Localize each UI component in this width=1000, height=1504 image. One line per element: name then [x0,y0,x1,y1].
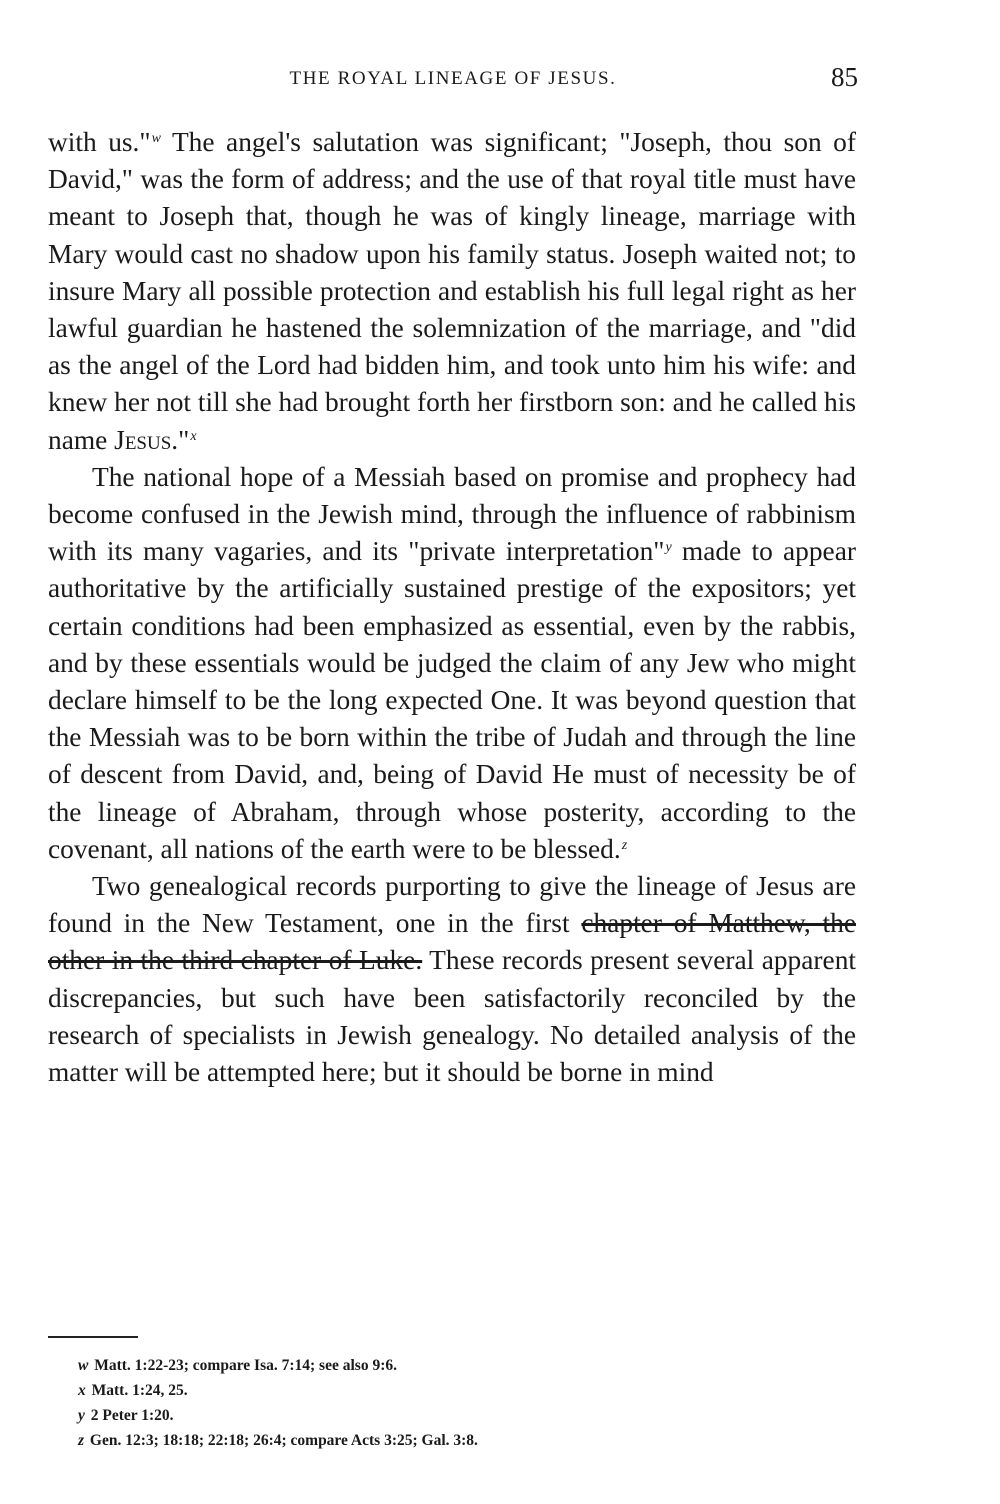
name-jesus: Jesus [114,424,172,455]
footnote-divider [48,1336,138,1338]
paragraph-3-text-b: These records present several apparent discrepancies, but such have been satisfactorily reconciled by the research of specialists in Jewish genealogy. No detailed analysis of the matter will be attempted here; but it should be borne in mind [48,945,856,1088]
footnote-y [78,1403,778,1428]
footnote-ref-x: x [190,428,197,444]
footnote-x [78,1378,778,1403]
paragraph-1 [48,124,856,459]
footnote-ref-z: z [621,837,628,853]
footnote-mark: z [78,1432,85,1449]
footnotes [78,1353,778,1453]
footnote-mark: x [78,1382,86,1399]
footnote-z [78,1428,778,1453]
struck-through-text: chapter of Matthew, the other in the third chapter of Luke. [48,908,856,976]
running-title: THE ROYAL LINEAGE OF JESUS. [289,68,617,89]
body-text [48,124,856,1091]
paragraph-1-text-b: The angel's salutation was significant; "Joseph, thou son of David," was the form of address; and the use of that royal title must have meant to Joseph that, though he was of kingly lineage, marriage with Mary would cast no shadow upon his family status. Joseph waited not; to insure Mary all possible protection and establish his full legal right as her lawful guardian he hastened the solemnization of the marriage, and "did as the angel of the Lord had bidden him, and took unto him his wife: and knew her not till she had brought forth her firstborn son: and he called his name [48,127,856,455]
footnote-mark: w [78,1357,89,1374]
page-number: 85 [831,62,858,92]
footnote-ref-w: w [151,131,161,146]
footnote-w [78,1353,778,1378]
footnote-text: Matt. 1:22-23; compare Isa. 7:14; see also 9:6. [94,1357,397,1374]
page-header [48,62,858,98]
footnote-text: Gen. 12:3; 18:18; 22:18; 26:4; compare Acts 3:25; Gal. 3:8. [89,1432,478,1449]
paragraph-1-text-c: ." [171,424,190,455]
paragraph-2-text-a: The national hope of a Messiah based on promise and prophecy had become confused in the Jewish mind, through the influence of rabbinism with its many vagaries, and its "private interpretation" [48,461,856,567]
paragraph-3-text-a: Two genealogical records purporting to give the lineage of Jesus are found in the New Testament, one in the first [48,871,856,939]
footnote-ref-y: y [665,540,672,556]
footnote-text: Matt. 1:24, 25. [91,1382,188,1399]
paragraph-2-text-b: made to appear authoritative by the artificially sustained prestige of the expositors; yet certain conditions had been emphasized as essential, even by the rabbis, and by these essentials would be judged the claim of any Jew who might declare himself to be the long expected One. It was beyond question that the Messiah was to be born within the tribe of Judah and through the line of descent from David, and, being of David He must of necessity be of the lineage of Abraham, through whose posterity, according to the covenant, all nations of the earth were to be blessed. [48,536,856,864]
footnote-text: 2 Peter 1:20. [90,1407,174,1424]
paragraph-1-text-a: with us." [48,127,151,157]
paragraph-2 [48,459,856,868]
footnote-mark: y [78,1407,85,1424]
paragraph-3 [48,868,856,1091]
